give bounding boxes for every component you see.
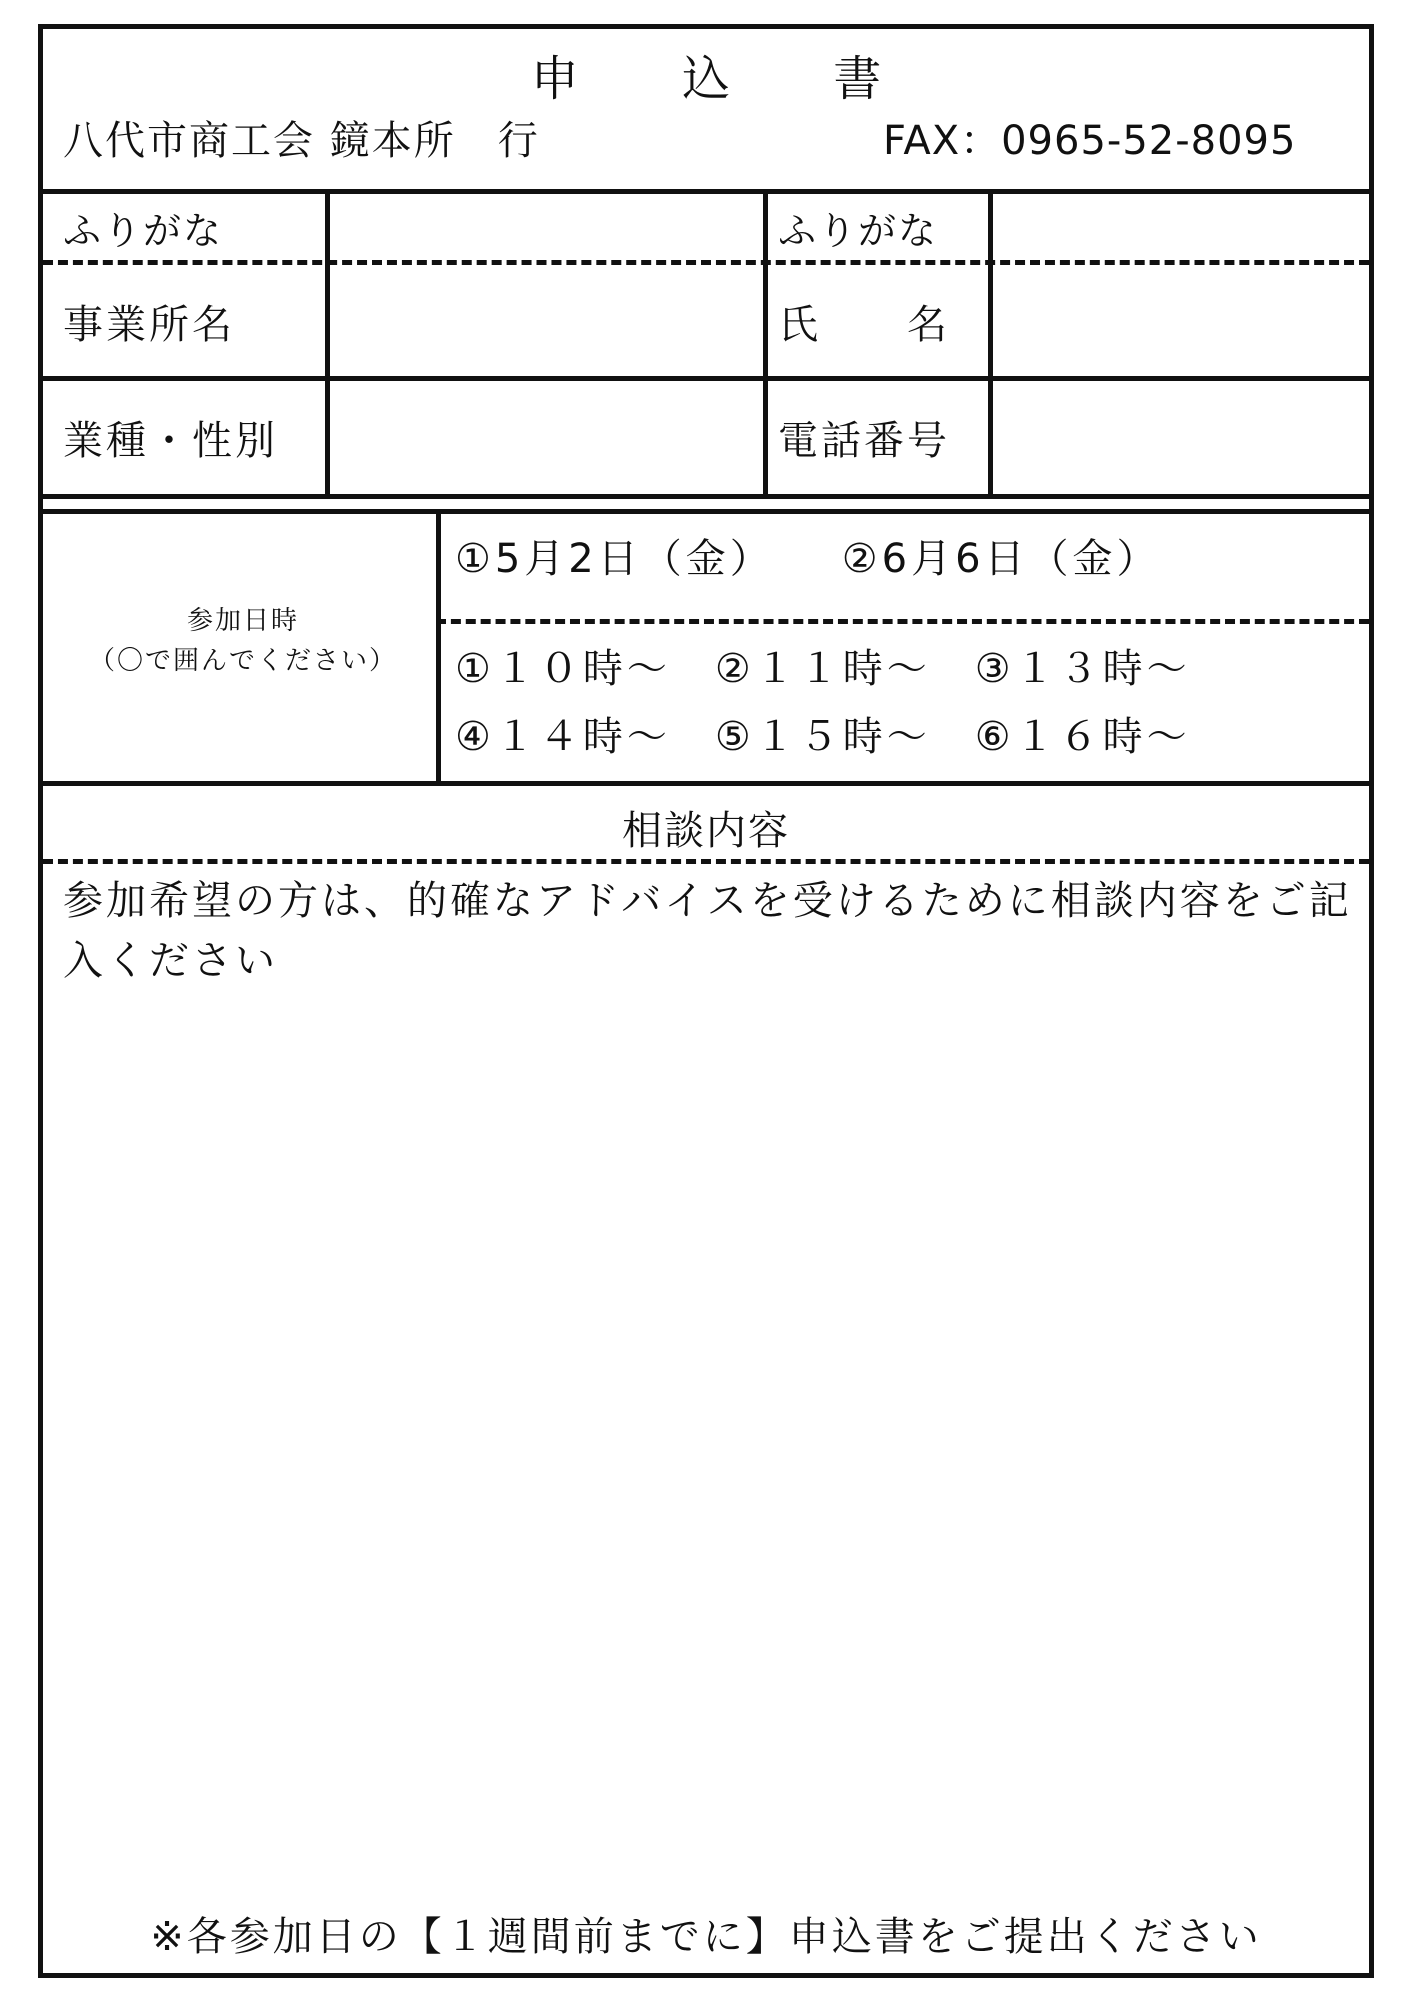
schedule-label-note: （〇で囲んでください） (88, 646, 397, 677)
schedule-dates[interactable]: ①5月2日（金） ②6月6日（金） (455, 536, 1161, 582)
consultation-instruction: 参加希望の方は、的確なアドバイスを受けるために相談内容をご記入ください (63, 878, 1352, 984)
name-field[interactable] (996, 269, 1366, 371)
business-name-field[interactable] (333, 269, 758, 371)
schedule-label-title: 参加日時 (186, 606, 299, 636)
name-label: 氏 名 (778, 302, 950, 348)
application-form (38, 24, 1374, 1978)
schedule-bottom-divider (43, 781, 1369, 786)
consultation-dashed-divider (43, 859, 1369, 864)
name-furigana-field[interactable] (996, 197, 1366, 255)
form-title: 申 込 書 (530, 51, 926, 107)
col-divider-3 (988, 189, 993, 494)
schedule-top-divider (43, 509, 1369, 514)
col-divider-1 (325, 189, 330, 494)
business-furigana-field[interactable] (333, 197, 758, 255)
industry-gender-label: 業種・性別 (63, 418, 278, 464)
consultation-heading: 相談内容 (622, 808, 790, 854)
schedule-dashed-divider (436, 619, 1369, 624)
furigana-divider (43, 260, 1369, 265)
row-divider-2 (43, 494, 1369, 499)
industry-gender-field[interactable] (333, 385, 758, 489)
col-divider-2 (763, 189, 768, 494)
addressee: 八代市商工会 鏡本所 行 (63, 118, 540, 164)
schedule-times-row-1[interactable]: ①１０時～ ②１１時～ ③１３時～ (455, 646, 1191, 692)
phone-field[interactable] (996, 385, 1366, 489)
submission-note: ※各参加日の【１週間前までに】申込書をご提出ください (150, 1914, 1262, 1960)
phone-label: 電話番号 (778, 418, 950, 464)
schedule-times-row-2[interactable]: ④１４時～ ⑤１５時～ ⑥１６時～ (455, 714, 1191, 760)
consultation-field[interactable] (53, 989, 1359, 1889)
header-divider (43, 189, 1369, 194)
fax-number: FAX：0965-52-8095 (883, 118, 1297, 164)
furigana-label-right: ふりがな (778, 209, 939, 253)
row-divider-1 (43, 376, 1369, 381)
schedule-label (43, 601, 443, 682)
furigana-label-left: ふりがな (63, 209, 224, 253)
business-name-label: 事業所名 (63, 302, 235, 348)
